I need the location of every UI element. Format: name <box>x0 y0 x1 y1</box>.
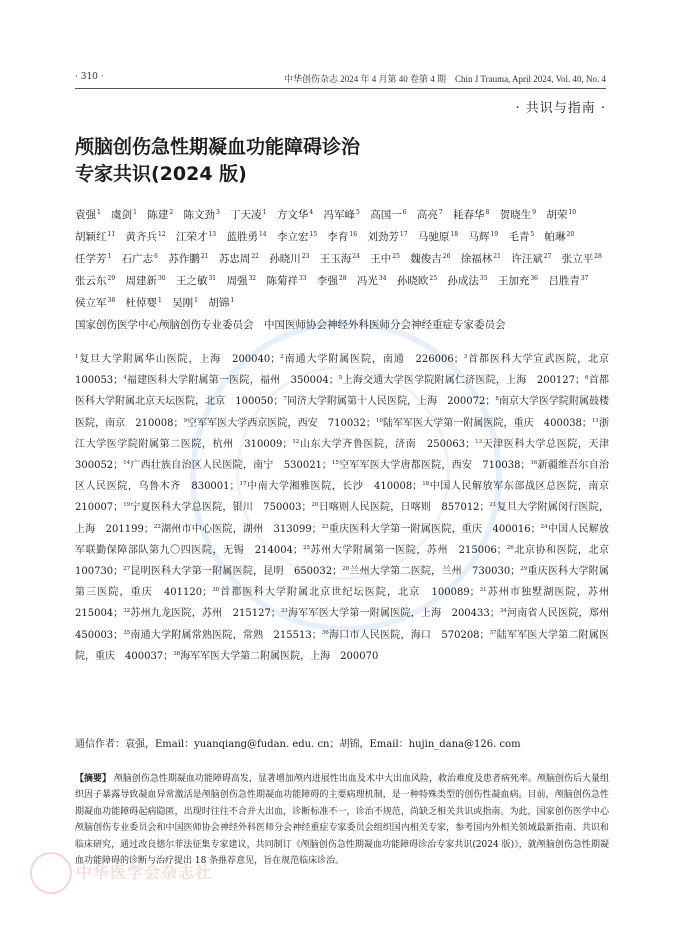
author-affiliation-number: 17 <box>399 231 408 238</box>
affiliation-text: 天津医科大学总医院，天津 300052； <box>75 438 619 472</box>
author-name-text: 耗春华 <box>453 209 485 221</box>
affiliation-number: 14 <box>123 460 131 467</box>
author-affiliation-number: 27 <box>543 253 552 260</box>
author-affiliation-number: 20 <box>566 231 575 238</box>
author-affiliation-number: 35 <box>479 275 488 282</box>
abstract-text: 颅脑创伤急性期凝血功能障碍高发，显著增加颅内进展性出血及术中大出血风险，救治难度及患者病死率。颅脑创伤后大量组织因子暴露导致凝血异常激活是颅脑创伤急性期凝血功能障碍的主要病理机制，是一种特殊类型的创伤性凝血病。目前，颅脑创伤急性期凝血功能障碍起病隐匿，出现时往往不合并大出血，诊断标准不一，诊治不规范，尚缺乏相关共识或指南。为此，国家创伤医学中心颅脑创伤专业委员会和中国医师协会神经外科医师分会神经重症专家委员会组织国内相关专家，参考国内外相关领域最新指南、共识和临床研究，通过改良德尔菲法征集专家建议，共同制订《颅脑创伤急性期凝血功能障碍诊治专家共识(2024 版)》，就颅脑创伤急性期凝血功能障碍的诊断与治疗提出 18 条推荐意见，旨在规范临床诊治。 <box>75 774 609 867</box>
author-name <box>317 275 347 287</box>
affiliation-number: 27 <box>123 566 131 573</box>
author-name <box>417 209 443 221</box>
author-name <box>277 231 317 243</box>
affiliation-text: 南京大学医学院附属鼓楼医院，南京 210008； <box>75 396 609 429</box>
author-name <box>397 275 437 287</box>
author-affiliation-number: 6 <box>154 253 158 260</box>
author-affiliation-number: 1 <box>230 297 235 304</box>
author-name-text: 马驰原 <box>417 231 450 243</box>
author-affiliation-number: 22 <box>251 253 259 260</box>
author-name <box>461 253 501 265</box>
publisher-seal-icon <box>30 852 72 894</box>
publisher-watermark-text: 中华医学会杂志社 <box>76 863 213 882</box>
affiliation-number: 1 <box>75 354 79 360</box>
author-affiliation-number: 15 <box>309 231 318 238</box>
affiliation-number: 19 <box>123 502 131 509</box>
author-name-text: 蓝胜勇 <box>226 231 258 243</box>
author-affiliation-number: 19 <box>490 231 499 238</box>
author-affiliation-number: 28 <box>594 253 602 260</box>
author-name <box>500 209 536 221</box>
affiliation-number: 31 <box>479 587 487 594</box>
author-name-text: 冯军峰 <box>323 209 356 221</box>
author-name <box>226 231 266 243</box>
affiliation-text: 陆军军医大学第二附属医院，重庆 400037； <box>75 629 609 662</box>
author-name-text: 毛青 <box>508 231 530 243</box>
author-name <box>176 231 216 243</box>
author-affiliation-number: 4 <box>309 209 314 216</box>
author-name <box>125 297 161 309</box>
author-affiliation-number: 32 <box>248 275 257 282</box>
author-name <box>122 253 158 265</box>
affiliation-number: 11 <box>591 417 599 424</box>
author-name-text: 李育 <box>327 231 349 243</box>
author-name <box>75 297 115 309</box>
author-name <box>75 231 115 243</box>
affiliation-text: 首都医科大学附属北京世纪坛医院，北京 100089； <box>219 587 480 599</box>
author-affiliation-number: 1 <box>194 297 198 304</box>
author-name-text: 孙晓欧 <box>396 275 429 287</box>
author-name <box>370 253 400 265</box>
page-number: · 310 · <box>75 72 104 82</box>
author-affiliation-number: 16 <box>349 231 358 238</box>
author-affiliation-number: 5 <box>356 209 360 216</box>
affiliation-number: 15 <box>331 460 339 467</box>
author-affiliation-number: 3 <box>216 209 220 216</box>
affiliation-text: 北京协和医院，北京 100730； <box>75 544 619 578</box>
author-name-text: 王玉海 <box>319 253 352 265</box>
author-name <box>219 253 259 265</box>
author-affiliation-number: 36 <box>530 275 538 282</box>
affiliation-text: 复旦大学附属华山医院，上海 200040； <box>78 354 281 365</box>
author-name-text: 孙成法 <box>447 275 479 287</box>
author-affiliation-number: 29 <box>107 275 116 282</box>
affiliation-number: 29 <box>520 566 528 573</box>
affiliation-number: 26 <box>506 544 514 551</box>
author-name <box>545 231 575 243</box>
author-affiliation-number: 21 <box>493 253 501 260</box>
affiliation-text: 苏州市独墅湖医院，苏州 215004； <box>75 587 619 620</box>
affiliation-text: 中国人民解放军东部战区总医院，南京 210007； <box>75 481 619 514</box>
author-affiliation-number: 9 <box>532 209 537 216</box>
affiliation-text: 海口市人民医院，海口 570208； <box>328 629 490 641</box>
affiliation-number: 32 <box>123 608 131 615</box>
author-name-text: 高国一 <box>370 209 402 221</box>
affiliation-number: 6 <box>585 375 589 382</box>
committee-names: 国家创伤医学中心颅脑创伤专业委员会 中国医师协会神经外科医师分会神经重症专家委员会 <box>75 319 506 331</box>
affiliation-text: 宁夏医科大学总医院，银川 750003； <box>130 502 312 514</box>
affiliation-text: 兰州大学第二医院，兰州 730030； <box>349 566 521 578</box>
author-name <box>508 231 534 243</box>
author-name <box>230 209 266 221</box>
author-name-text: 高亮 <box>416 209 438 221</box>
affiliation-number: 20 <box>311 502 319 509</box>
author-name <box>172 297 198 309</box>
author-affiliation-number: 38 <box>107 297 116 304</box>
author-name-text: 王中 <box>370 253 392 265</box>
publisher-watermark <box>30 852 240 892</box>
affiliation-text: 同济大学附属第十人民医院，上海 200072； <box>286 396 496 408</box>
author-affiliation-number: 37 <box>580 275 589 282</box>
author-name-text: 张云东 <box>75 275 107 287</box>
affiliation-number: 16 <box>530 460 538 467</box>
author-name-text: 周建新 <box>125 275 157 287</box>
author-affiliation-number: 28 <box>338 275 347 282</box>
author-affiliation-number: 5 <box>530 231 535 238</box>
author-affiliation-number: 6 <box>402 209 407 216</box>
author-name <box>320 253 360 265</box>
author-name-text: 王加充 <box>497 275 530 287</box>
affiliation-text: 重庆医科大学附属第三医院，重庆 401120； <box>75 566 609 599</box>
author-name <box>176 275 216 287</box>
affiliation-text: 湖州市中心医院，湖州 313099； <box>160 523 322 535</box>
author-name-text: 马辉 <box>468 231 490 243</box>
author-name-text: 方文华 <box>276 209 309 221</box>
author-name <box>418 231 458 243</box>
affiliation-number: 33 <box>280 608 288 615</box>
section-label: · 共识与指南 · <box>515 101 606 116</box>
author-affiliation-number: 12 <box>157 231 166 238</box>
author-name <box>168 253 208 265</box>
author-name-text: 徐福林 <box>460 253 493 265</box>
author-affiliation-number: 30 <box>157 275 166 282</box>
author-name <box>511 253 551 265</box>
author-name-text: 袁强 <box>75 209 96 221</box>
author-name-text: 任学芳 <box>75 253 107 265</box>
affiliation-number: 4 <box>123 375 127 382</box>
author-affiliation-number: 1 <box>107 253 112 260</box>
author-name-text: 胡荣 <box>546 209 568 221</box>
author-name-text: 刘劲芳 <box>367 231 399 243</box>
affiliation-number: 36 <box>321 629 329 636</box>
author-name <box>327 231 357 243</box>
author-affiliation-number: 25 <box>429 275 438 282</box>
affiliation-text: 南通大学附属常熟医院，常熟 215513； <box>130 629 322 641</box>
author-name <box>208 297 234 309</box>
author-affiliation-number: 26 <box>442 253 451 260</box>
affiliation-number: 12 <box>292 438 300 445</box>
affiliation-number: 25 <box>302 544 310 551</box>
author-name-text: 孙晓川 <box>269 253 301 265</box>
author-name <box>277 209 313 221</box>
author-affiliation-number: 8 <box>485 209 490 216</box>
author-affiliation-number: 31 <box>208 275 217 282</box>
affiliation-number: 38 <box>173 650 181 657</box>
author-affiliation-number: 33 <box>298 275 307 282</box>
author-name <box>147 209 173 221</box>
affiliation-number: 10 <box>375 417 383 424</box>
author-name-text: 胡锦 <box>208 297 230 309</box>
running-header <box>75 72 606 86</box>
article-title <box>75 134 595 188</box>
affiliation-number: 2 <box>280 354 284 360</box>
author-name-text: 石广志 <box>121 253 154 265</box>
affiliation-text: 新疆维吾尔自治区人民医院，乌鲁木齐 830001； <box>75 460 609 493</box>
author-name-text: 苏作鹏 <box>168 253 200 265</box>
author-name-text: 丁天凌 <box>230 209 262 221</box>
affiliation-text: 复旦大学附属闵行医院，上海 201199； <box>75 502 609 535</box>
author-name <box>269 253 309 265</box>
affiliation-text: 浙江大学医学院附属第二医院，杭州 310009； <box>75 417 609 450</box>
author-name <box>370 209 406 221</box>
author-affiliation-number: 25 <box>392 253 400 260</box>
author-name-text: 苏忠周 <box>218 253 251 265</box>
header-rule <box>75 88 606 89</box>
affiliation-number: 30 <box>212 587 220 594</box>
author-name <box>548 275 588 287</box>
affiliation-number: 8 <box>495 396 499 403</box>
author-name-text: 王之敏 <box>175 275 208 287</box>
author-affiliation-number: 1 <box>262 209 267 216</box>
author-affiliation-number: 1 <box>157 297 162 304</box>
title-line-2: 专家共识(2024 版) <box>75 163 247 185</box>
author-name <box>410 253 450 265</box>
affiliation-number: 3 <box>463 354 468 360</box>
author-name <box>357 275 387 287</box>
author-name-text: 吴刚 <box>172 297 194 309</box>
author-name-text: 李强 <box>316 275 338 287</box>
affiliation-text: 苏州九龙医院，苏州 215127； <box>130 608 281 620</box>
title-line-1: 颅脑创伤急性期凝血功能障碍诊治 <box>75 136 361 158</box>
author-affiliation-number: 14 <box>258 231 267 238</box>
author-affiliation-number: 2 <box>169 209 174 216</box>
affiliation-text: 首都医科大学附属北京天坛医院，北京 100050； <box>75 375 609 408</box>
affiliation-text: 陆军军医大学第一附属医院，重庆 400038； <box>382 417 592 429</box>
author-name <box>75 275 115 287</box>
affiliation-text: 河南省人民医院，郑州 450003； <box>75 608 619 641</box>
author-name-text: 黄齐兵 <box>125 231 157 243</box>
author-affiliation-number: 1 <box>97 209 101 216</box>
author-name-text: 张立平 <box>561 253 594 265</box>
author-affiliation-number: 10 <box>568 209 577 216</box>
author-name <box>111 209 137 221</box>
author-name-text: 陈文劲 <box>183 209 216 221</box>
author-name <box>324 209 360 221</box>
affiliation-number: 21 <box>489 502 497 509</box>
affiliation-text: 上海交通大学医学院附属仁济医院，上海 200127； <box>342 375 586 387</box>
author-name-text: 冯光 <box>356 275 378 287</box>
corresponding-authors: 通信作者：袁强，Email：yuanqiang@fudan. edu. cn；胡锦，Email：hujin_dana@126. com <box>75 739 521 750</box>
journal-citation: 中华创伤杂志 2024 年 4 月第 40 卷第 4 期 Chin J Trauma, April 2024, Vol. 40, No. 4 <box>284 74 606 84</box>
author-affiliation-number: 7 <box>438 209 443 216</box>
author-name <box>226 275 256 287</box>
affiliation-number: 18 <box>422 481 430 488</box>
affiliation-number: 9 <box>183 417 187 424</box>
author-name <box>498 275 538 287</box>
affiliation-number: 23 <box>321 523 329 530</box>
author-affiliation-number: 18 <box>450 231 459 238</box>
author-name <box>562 253 602 265</box>
author-name-text: 江荣才 <box>175 231 208 243</box>
affiliation-number: 22 <box>153 523 161 530</box>
author-name-text: 吕胜青 <box>548 275 580 287</box>
affiliation-text: 广西壮族自治区人民医院，南宁 530021； <box>130 460 332 472</box>
affiliation-text: 中南大学湘雅医院，长沙 410008； <box>246 481 423 493</box>
author-name <box>468 231 498 243</box>
affiliation-text: 福建医科大学附属第一医院，福州 350004； <box>126 375 339 387</box>
author-name <box>367 231 407 243</box>
affiliation-number: 37 <box>489 629 497 636</box>
affiliation-text: 首都医科大学宣武医院，北京 100053； <box>75 354 619 387</box>
author-affiliation-number: 13 <box>208 231 217 238</box>
affiliation-text: 日喀则人民医院，日喀则 857012； <box>318 502 490 514</box>
author-name <box>125 231 165 243</box>
affiliation-number: 24 <box>540 523 548 530</box>
affiliation-text: 海军军医大学第一附属医院，上海 200433； <box>287 608 500 620</box>
author-affiliation-number: 23 <box>301 253 310 260</box>
author-name-text: 贺晓生 <box>499 209 532 221</box>
affiliation-number: 34 <box>499 608 507 615</box>
author-name-text: 胡颖红 <box>75 231 107 243</box>
author-name <box>125 275 165 287</box>
author-name <box>453 209 489 221</box>
author-name-text: 杜倬婴 <box>125 297 157 309</box>
affiliation-number: 7 <box>283 396 287 403</box>
author-affiliation-number: 34 <box>378 275 387 282</box>
author-name-text: 许汪斌 <box>511 253 543 265</box>
affiliation-text: 空军军医大学西京医院，西安 710032； <box>186 417 376 429</box>
affiliation-text: 山东大学齐鲁医院，济南 250063； <box>299 438 476 450</box>
affiliation-text: 中国人民解放军联勤保障部队第九〇四医院，无锡 214004； <box>75 523 609 556</box>
author-name-text: 魏俊吉 <box>410 253 442 265</box>
author-affiliation-number: 21 <box>200 253 209 260</box>
author-name-text: 陈建 <box>147 209 169 221</box>
affiliation-list <box>75 348 619 666</box>
affiliation-number: 5 <box>338 375 343 382</box>
author-affiliation-number: 11 <box>107 231 116 238</box>
author-name-text: 陈菊祥 <box>266 275 298 287</box>
affiliation-text: 苏州大学附属第一医院，苏州 215006； <box>309 544 507 556</box>
author-name-text: 侯立军 <box>75 297 107 309</box>
affiliation-number: 13 <box>475 438 483 445</box>
affiliation-text: 海军军医大学第二附属医院，上海 200070 <box>180 650 379 662</box>
author-name <box>447 275 487 287</box>
affiliation-number: 35 <box>123 629 131 636</box>
affiliation-number: 28 <box>342 566 350 573</box>
affiliation-text: 空军军医大学唐都医院，西安 710038； <box>338 460 531 472</box>
author-name-text: 李立宏 <box>276 231 309 243</box>
author-name <box>75 209 101 221</box>
author-name <box>75 253 111 265</box>
author-name-text: 帕琳 <box>544 231 566 243</box>
affiliation-text: 昆明医科大学第一附属医院，昆明 650032； <box>130 566 343 578</box>
author-affiliation-number: 1 <box>133 209 137 216</box>
abstract-label: 【摘要】 <box>75 774 112 784</box>
affiliation-number: 17 <box>239 481 247 488</box>
affiliation-text: 南通大学附属医院，南通 226006； <box>283 354 464 365</box>
author-name <box>266 275 306 287</box>
author-affiliation-number: 24 <box>352 253 360 260</box>
author-name <box>546 209 576 221</box>
affiliation-text: 重庆医科大学第一附属医院，重庆 400016； <box>328 523 541 535</box>
author-name <box>184 209 220 221</box>
author-name-text: 虞剑 <box>111 209 133 221</box>
author-list <box>75 203 615 313</box>
author-name-text: 周强 <box>226 275 248 287</box>
